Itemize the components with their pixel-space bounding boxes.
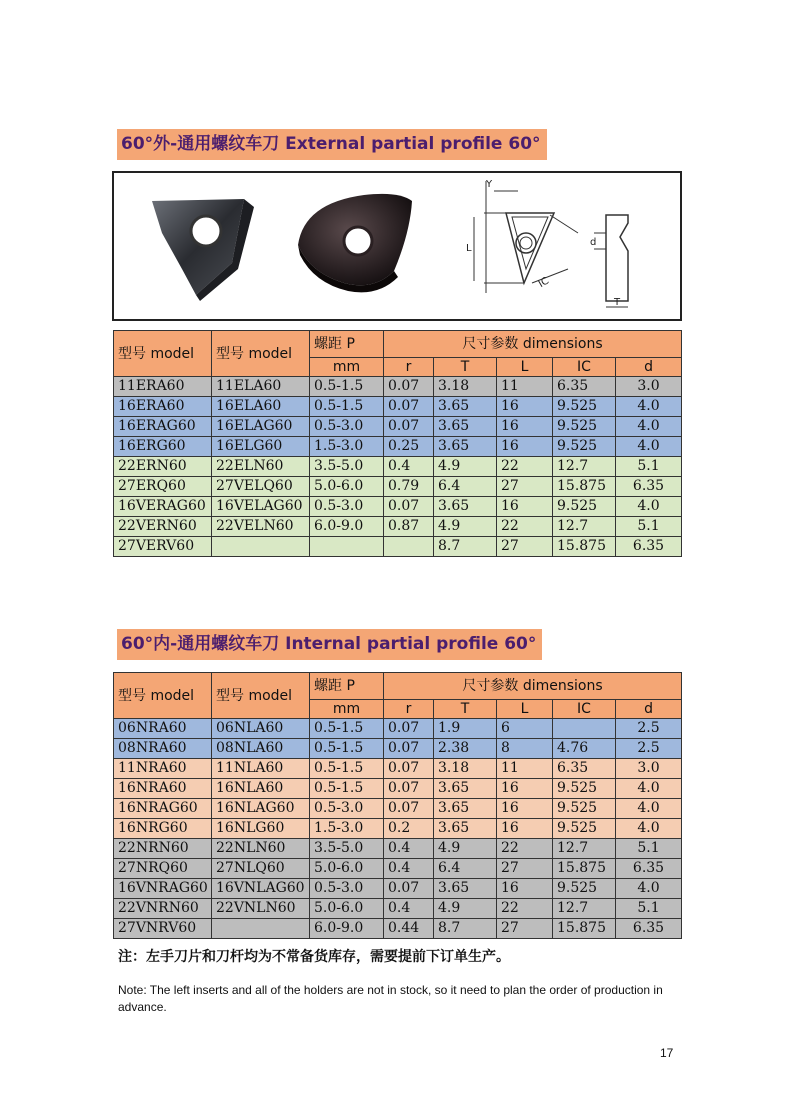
int-cell-t: 4.9 — [434, 839, 497, 859]
int-cell-model-right: 16NRA60 — [114, 779, 212, 799]
ext-cell-model-right: 16ERAG60 — [114, 417, 212, 437]
ext-cell-model-left: 16VELAG60 — [212, 497, 310, 517]
int-cell-l: 22 — [497, 839, 553, 859]
table-row — [114, 457, 682, 477]
ext-header-r: r — [384, 358, 434, 377]
int-cell-l: 16 — [497, 819, 553, 839]
ext-cell-d: 4.0 — [616, 497, 682, 517]
ext-cell-pitch: 1.5-3.0 — [310, 437, 384, 457]
int-cell-pitch: 0.5-1.5 — [310, 739, 384, 759]
int-cell-model-left: 16VNLAG60 — [212, 879, 310, 899]
int-cell-model-left: 16NLAG60 — [212, 799, 310, 819]
ext-cell-l: 16 — [497, 397, 553, 417]
ext-cell-t: 8.7 — [434, 537, 497, 557]
external-section-title: 60°外-通用螺纹车刀 External partial profile 60° — [117, 129, 547, 160]
table-row — [114, 437, 682, 457]
insert-figure-box — [112, 171, 682, 321]
ext-cell-ic: 9.525 — [553, 437, 616, 457]
int-header-r: r — [384, 700, 434, 719]
ext-cell-model-right: 16ERA60 — [114, 397, 212, 417]
int-cell-l: 8 — [497, 739, 553, 759]
ext-cell-model-right: 16VERAG60 — [114, 497, 212, 517]
ext-cell-model-right: 27VERV60 — [114, 537, 212, 557]
ext-cell-r: 0.07 — [384, 497, 434, 517]
table-row — [114, 377, 682, 397]
int-cell-model-right: 11NRA60 — [114, 759, 212, 779]
table-row — [114, 517, 682, 537]
int-cell-model-left: 16NLG60 — [212, 819, 310, 839]
table-row — [114, 417, 682, 437]
ext-cell-r: 0.25 — [384, 437, 434, 457]
int-cell-model-left: 16NLA60 — [212, 779, 310, 799]
ext-cell-model-left: 11ELA60 — [212, 377, 310, 397]
ext-header-pitch: 螺距 P — [310, 331, 384, 358]
int-cell-pitch: 0.5-1.5 — [310, 759, 384, 779]
int-cell-ic: 9.525 — [553, 799, 616, 819]
ext-cell-model-left: 27VELQ60 — [212, 477, 310, 497]
ext-header-ic: IC — [553, 358, 616, 377]
int-cell-model-left: 22VNLN60 — [212, 899, 310, 919]
int-cell-ic: 9.525 — [553, 779, 616, 799]
ext-cell-t: 3.65 — [434, 437, 497, 457]
ext-cell-d: 4.0 — [616, 437, 682, 457]
ext-cell-model-left: 22ELN60 — [212, 457, 310, 477]
int-cell-l: 27 — [497, 859, 553, 879]
ext-header-l: L — [497, 358, 553, 377]
int-cell-model-right: 22NRN60 — [114, 839, 212, 859]
int-cell-d: 4.0 — [616, 879, 682, 899]
int-cell-ic: 9.525 — [553, 879, 616, 899]
ext-cell-l: 16 — [497, 497, 553, 517]
int-cell-l: 27 — [497, 919, 553, 939]
int-cell-l: 16 — [497, 879, 553, 899]
int-cell-pitch: 5.0-6.0 — [310, 859, 384, 879]
diagram-label-ic: IC — [536, 275, 551, 291]
ext-cell-t: 3.65 — [434, 497, 497, 517]
ext-cell-l: 27 — [497, 477, 553, 497]
ext-cell-t: 3.65 — [434, 417, 497, 437]
int-cell-t: 2.38 — [434, 739, 497, 759]
table-row — [114, 537, 682, 557]
int-cell-t: 3.65 — [434, 879, 497, 899]
int-cell-pitch: 1.5-3.0 — [310, 819, 384, 839]
int-cell-d: 5.1 — [616, 899, 682, 919]
ext-header-model-left: 型号 model — [212, 331, 310, 377]
table-row — [114, 759, 682, 779]
ext-header-pitch-unit: mm — [310, 358, 384, 377]
ext-cell-r: 0.07 — [384, 397, 434, 417]
int-cell-r: 0.4 — [384, 859, 434, 879]
int-cell-ic: 12.7 — [553, 839, 616, 859]
table-row — [114, 497, 682, 517]
int-cell-ic: 4.76 — [553, 739, 616, 759]
int-cell-ic: 12.7 — [553, 899, 616, 919]
ext-cell-t: 3.65 — [434, 397, 497, 417]
int-cell-model-right: 27NRQ60 — [114, 859, 212, 879]
ext-cell-ic: 15.875 — [553, 537, 616, 557]
ext-cell-d: 3.0 — [616, 377, 682, 397]
ext-cell-l: 16 — [497, 417, 553, 437]
int-header-pitch: 螺距 P — [310, 673, 384, 700]
ext-cell-pitch: 3.5-5.0 — [310, 457, 384, 477]
int-cell-r: 0.07 — [384, 779, 434, 799]
ext-cell-l: 16 — [497, 437, 553, 457]
int-header-d: d — [616, 700, 682, 719]
table-row — [114, 779, 682, 799]
table-row — [114, 919, 682, 939]
ext-cell-pitch: 0.5-1.5 — [310, 377, 384, 397]
int-cell-pitch: 6.0-9.0 — [310, 919, 384, 939]
int-cell-pitch: 0.5-3.0 — [310, 799, 384, 819]
int-cell-t: 4.9 — [434, 899, 497, 919]
ext-header-d: d — [616, 358, 682, 377]
page-number: 17 — [660, 1046, 674, 1060]
ext-cell-model-left: 16ELG60 — [212, 437, 310, 457]
int-table-body — [114, 719, 682, 939]
int-cell-t: 3.18 — [434, 759, 497, 779]
ext-cell-l: 27 — [497, 537, 553, 557]
int-cell-l: 6 — [497, 719, 553, 739]
ext-cell-model-right: 22ERN60 — [114, 457, 212, 477]
int-cell-t: 8.7 — [434, 919, 497, 939]
ext-table-body — [114, 377, 682, 557]
diagram-label-y: Y — [486, 179, 493, 190]
int-cell-model-right: 06NRA60 — [114, 719, 212, 739]
table-row — [114, 839, 682, 859]
ext-cell-model-left: 16ELA60 — [212, 397, 310, 417]
int-cell-r: 0.07 — [384, 759, 434, 779]
internal-spec-table — [113, 672, 682, 939]
int-cell-d: 2.5 — [616, 739, 682, 759]
ext-cell-model-right: 16ERG60 — [114, 437, 212, 457]
ext-cell-model-right: 27ERQ60 — [114, 477, 212, 497]
ext-cell-pitch: 5.0-6.0 — [310, 477, 384, 497]
int-cell-ic: 6.35 — [553, 759, 616, 779]
int-cell-r: 0.44 — [384, 919, 434, 939]
ext-cell-t: 3.18 — [434, 377, 497, 397]
int-cell-d: 2.5 — [616, 719, 682, 739]
ext-cell-pitch — [310, 537, 384, 557]
note-chinese: 注：左手刀片和刀杆均为不常备货库存，需要提前下订单生产。 — [118, 949, 510, 965]
int-cell-model-left: 22NLN60 — [212, 839, 310, 859]
table-row — [114, 719, 682, 739]
int-cell-pitch: 0.5-3.0 — [310, 879, 384, 899]
int-cell-r: 0.07 — [384, 739, 434, 759]
external-insert-photo — [152, 199, 254, 301]
ext-cell-ic: 6.35 — [553, 377, 616, 397]
int-cell-r: 0.4 — [384, 899, 434, 919]
int-header-pitch-unit: mm — [310, 700, 384, 719]
int-header-l: L — [497, 700, 553, 719]
ext-cell-l: 11 — [497, 377, 553, 397]
int-cell-model-right: 16NRG60 — [114, 819, 212, 839]
table-row — [114, 859, 682, 879]
ext-cell-r: 0.4 — [384, 457, 434, 477]
ext-cell-model-right: 22VERN60 — [114, 517, 212, 537]
ext-cell-ic: 12.7 — [553, 457, 616, 477]
int-cell-ic: 15.875 — [553, 919, 616, 939]
ext-cell-l: 22 — [497, 517, 553, 537]
ext-cell-r: 0.07 — [384, 417, 434, 437]
int-cell-t: 6.4 — [434, 859, 497, 879]
int-cell-ic — [553, 719, 616, 739]
int-cell-d: 4.0 — [616, 819, 682, 839]
int-cell-pitch: 0.5-1.5 — [310, 779, 384, 799]
ext-cell-d: 5.1 — [616, 457, 682, 477]
ext-cell-model-right: 11ERA60 — [114, 377, 212, 397]
ext-cell-r — [384, 537, 434, 557]
int-cell-r: 0.07 — [384, 879, 434, 899]
internal-insert-photo — [298, 194, 412, 293]
ext-cell-model-left: 16ELAG60 — [212, 417, 310, 437]
int-cell-d: 6.35 — [616, 859, 682, 879]
int-cell-model-right: 27VNRV60 — [114, 919, 212, 939]
table-row — [114, 819, 682, 839]
int-cell-t: 3.65 — [434, 779, 497, 799]
insert-schematic-drawing — [474, 181, 628, 307]
int-cell-t: 1.9 — [434, 719, 497, 739]
ext-cell-ic: 9.525 — [553, 397, 616, 417]
int-cell-r: 0.07 — [384, 719, 434, 739]
ext-header-model-right: 型号 model — [114, 331, 212, 377]
int-cell-d: 4.0 — [616, 779, 682, 799]
int-header-model-right: 型号 model — [114, 673, 212, 719]
int-cell-pitch: 3.5-5.0 — [310, 839, 384, 859]
int-header-model-left: 型号 model — [212, 673, 310, 719]
ext-cell-pitch: 0.5-1.5 — [310, 397, 384, 417]
int-cell-pitch: 0.5-1.5 — [310, 719, 384, 739]
ext-cell-ic: 9.525 — [553, 417, 616, 437]
ext-cell-d: 6.35 — [616, 477, 682, 497]
diagram-label-l: L — [466, 243, 472, 254]
ext-cell-model-left: 22VELN60 — [212, 517, 310, 537]
ext-cell-r: 0.87 — [384, 517, 434, 537]
int-cell-ic: 9.525 — [553, 819, 616, 839]
note-english: Note: The left inserts and all of the holders are not in stock, so it need to plan the order of production in advance. — [118, 983, 663, 1014]
diagram-label-d: d — [590, 237, 597, 248]
int-cell-ic: 15.875 — [553, 859, 616, 879]
int-cell-d: 3.0 — [616, 759, 682, 779]
int-cell-model-left: 06NLA60 — [212, 719, 310, 739]
table-row — [114, 799, 682, 819]
int-cell-l: 11 — [497, 759, 553, 779]
ext-cell-ic: 15.875 — [553, 477, 616, 497]
int-cell-model-right: 08NRA60 — [114, 739, 212, 759]
insert-illustrations — [114, 173, 680, 319]
ext-cell-r: 0.07 — [384, 377, 434, 397]
int-header-dimensions: 尺寸参数 dimensions — [384, 673, 682, 700]
ext-cell-l: 22 — [497, 457, 553, 477]
int-cell-r: 0.2 — [384, 819, 434, 839]
internal-section-title: 60°内-通用螺纹车刀 Internal partial profile 60° — [117, 629, 542, 660]
ext-cell-t: 4.9 — [434, 457, 497, 477]
table-row — [114, 899, 682, 919]
ext-cell-d: 4.0 — [616, 417, 682, 437]
int-cell-model-left: 27NLQ60 — [212, 859, 310, 879]
ext-cell-ic: 12.7 — [553, 517, 616, 537]
external-spec-table — [113, 330, 682, 557]
diagram-label-t: T — [614, 297, 621, 308]
int-cell-l: 16 — [497, 779, 553, 799]
ext-cell-d: 6.35 — [616, 537, 682, 557]
table-row — [114, 397, 682, 417]
int-cell-t: 3.65 — [434, 799, 497, 819]
int-header-ic: IC — [553, 700, 616, 719]
int-cell-model-right: 16VNRAG60 — [114, 879, 212, 899]
ext-cell-model-left — [212, 537, 310, 557]
ext-cell-pitch: 0.5-3.0 — [310, 497, 384, 517]
ext-cell-r: 0.79 — [384, 477, 434, 497]
int-cell-pitch: 5.0-6.0 — [310, 899, 384, 919]
ext-cell-ic: 9.525 — [553, 497, 616, 517]
ext-header-dimensions: 尺寸参数 dimensions — [384, 331, 682, 358]
ext-cell-pitch: 0.5-3.0 — [310, 417, 384, 437]
table-row — [114, 477, 682, 497]
int-cell-l: 16 — [497, 799, 553, 819]
int-cell-r: 0.4 — [384, 839, 434, 859]
int-cell-l: 22 — [497, 899, 553, 919]
ext-cell-d: 5.1 — [616, 517, 682, 537]
int-cell-t: 3.65 — [434, 819, 497, 839]
ext-cell-pitch: 6.0-9.0 — [310, 517, 384, 537]
ext-cell-t: 4.9 — [434, 517, 497, 537]
ext-cell-d: 4.0 — [616, 397, 682, 417]
ext-cell-t: 6.4 — [434, 477, 497, 497]
table-row — [114, 739, 682, 759]
int-cell-model-right: 16NRAG60 — [114, 799, 212, 819]
int-cell-r: 0.07 — [384, 799, 434, 819]
int-cell-model-left: 11NLA60 — [212, 759, 310, 779]
int-cell-d: 4.0 — [616, 799, 682, 819]
int-header-t: T — [434, 700, 497, 719]
table-row — [114, 879, 682, 899]
ext-header-t: T — [434, 358, 497, 377]
int-cell-model-right: 22VNRN60 — [114, 899, 212, 919]
int-cell-model-left — [212, 919, 310, 939]
int-cell-model-left: 08NLA60 — [212, 739, 310, 759]
int-cell-d: 6.35 — [616, 919, 682, 939]
int-cell-d: 5.1 — [616, 839, 682, 859]
